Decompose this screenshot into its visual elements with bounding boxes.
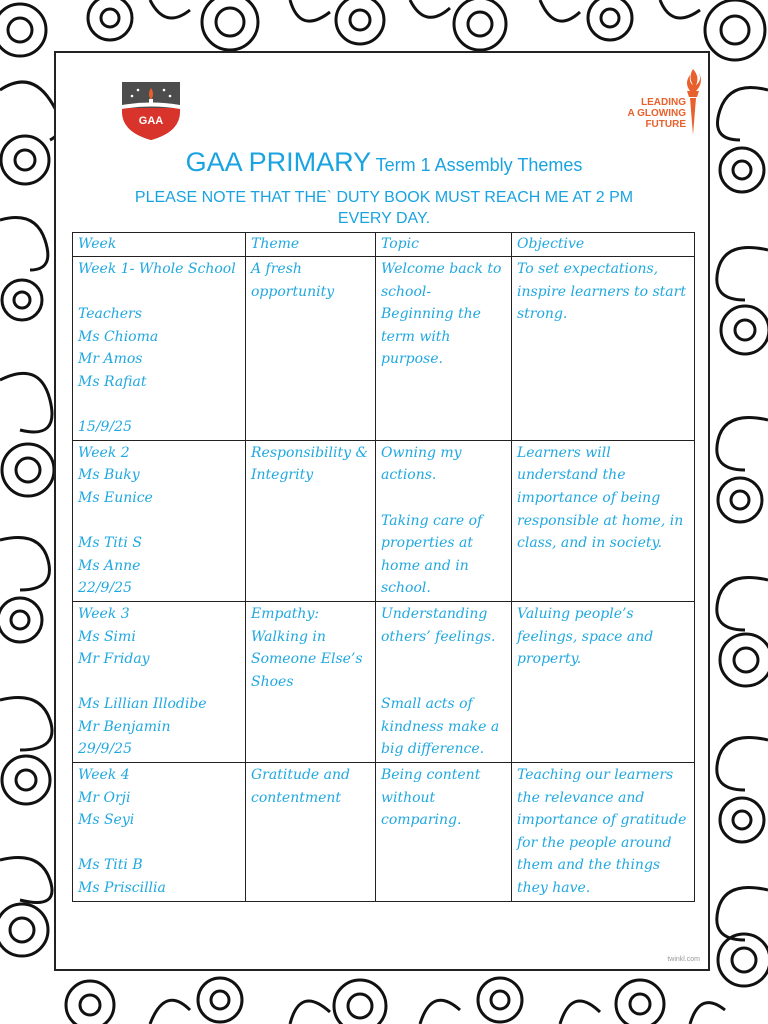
week-line: Teachers [78, 306, 142, 323]
week-line: Ms Chioma [78, 328, 159, 345]
week-line: Ms Buky [78, 467, 140, 484]
topic-spacer [381, 671, 506, 694]
week-line: Week 2 [78, 444, 130, 461]
header-week: Week [73, 233, 246, 257]
table-row [73, 601, 695, 762]
week-line: Mr Amos [78, 351, 143, 368]
week-line: Mr Friday [78, 651, 150, 668]
topic-cell [376, 440, 512, 601]
header-theme: Theme [246, 233, 376, 257]
tagline-logo [612, 67, 704, 137]
week-line: Ms Titi S [78, 535, 142, 552]
topic-text: Small acts of kindness make a big difference. [381, 696, 500, 758]
topic-text: Understanding others’ feelings. [381, 605, 496, 645]
week-line: Mr Orji [78, 789, 131, 806]
week-line: Week 3 [78, 605, 130, 622]
page-title [56, 149, 712, 176]
week-line [78, 394, 240, 417]
objective-cell: Learners will understand the importance of being responsible at home, in class, and in society. [512, 440, 695, 601]
topic-cell [376, 257, 512, 441]
week-line [78, 281, 240, 304]
week-line: Ms Eunice [78, 489, 153, 506]
week-line: Week 4 [78, 767, 130, 784]
topic-cell [376, 763, 512, 902]
header-objective: Objective [512, 233, 695, 257]
week-line: Ms Titi B [78, 857, 143, 874]
objective-cell: To set expectations, inspire learners to start strong. [512, 257, 695, 441]
objective-cell: Teaching our learners the relevance and importance of gratitude for the people around them and the things they have. [512, 763, 695, 902]
title-sub: Term 1 Assembly Themes [375, 155, 583, 175]
topic-text: Being content without comparing. [381, 767, 481, 829]
week-line: Ms Anne [78, 557, 141, 574]
duty-note: PLEASE NOTE THAT THE` DUTY BOOK MUST REACH ME AT 2 PM EVERY DAY. [134, 189, 634, 227]
table-row [73, 257, 695, 441]
assembly-table [72, 232, 695, 902]
torch-icon [682, 67, 704, 137]
topic-text: Owning my actions. [381, 444, 462, 484]
theme-cell: Gratitude and contentment [246, 763, 376, 902]
table-row [73, 440, 695, 601]
week-cell [73, 440, 246, 601]
week-line: 15/9/25 [78, 419, 132, 436]
week-line: Ms Simi [78, 628, 136, 645]
tagline-line-3: FUTURE [645, 119, 686, 130]
objective-cell: Valuing people’s feelings, space and property. [512, 601, 695, 762]
week-line: 22/9/25 [78, 580, 132, 597]
theme-cell: A fresh opportunity [246, 257, 376, 441]
tagline-text [612, 97, 686, 130]
week-line: Mr Benjamin [78, 718, 171, 735]
week-line [78, 510, 240, 533]
theme-cell: Responsibility & Integrity [246, 440, 376, 601]
table-header-row [73, 233, 695, 257]
topic-text: Welcome back to school- Beginning the term with purpose. [381, 261, 502, 368]
shield-abbr: GAA [138, 115, 164, 127]
week-line [78, 832, 240, 855]
tagline-line-1: LEADING [641, 97, 686, 108]
tagline-line-2: A GLOWING [627, 108, 686, 119]
topic-cell [376, 601, 512, 762]
table-row [73, 763, 695, 902]
school-shield-logo [118, 78, 184, 142]
header-topic: Topic [376, 233, 512, 257]
week-cell [73, 601, 246, 762]
week-line [78, 671, 240, 694]
week-line: Ms Seyi [78, 812, 135, 829]
week-line: Ms Rafiat [78, 373, 147, 390]
topic-spacer [381, 648, 506, 671]
week-cell [73, 257, 246, 441]
week-cell [73, 763, 246, 902]
week-line: Week 1- Whole School [78, 261, 236, 277]
theme-cell: Empathy: Walking in Someone Else’s Shoes [246, 601, 376, 762]
topic-text: Taking care of properties at home and in school. [381, 512, 483, 597]
credit-text: twinkl.com [667, 956, 700, 963]
week-line: Ms Priscillia [78, 880, 166, 897]
week-line: Ms Lillian Illodibe [78, 696, 207, 713]
title-main: GAA PRIMARY [185, 147, 372, 177]
topic-spacer [381, 487, 506, 510]
week-line: 29/9/25 [78, 741, 132, 758]
